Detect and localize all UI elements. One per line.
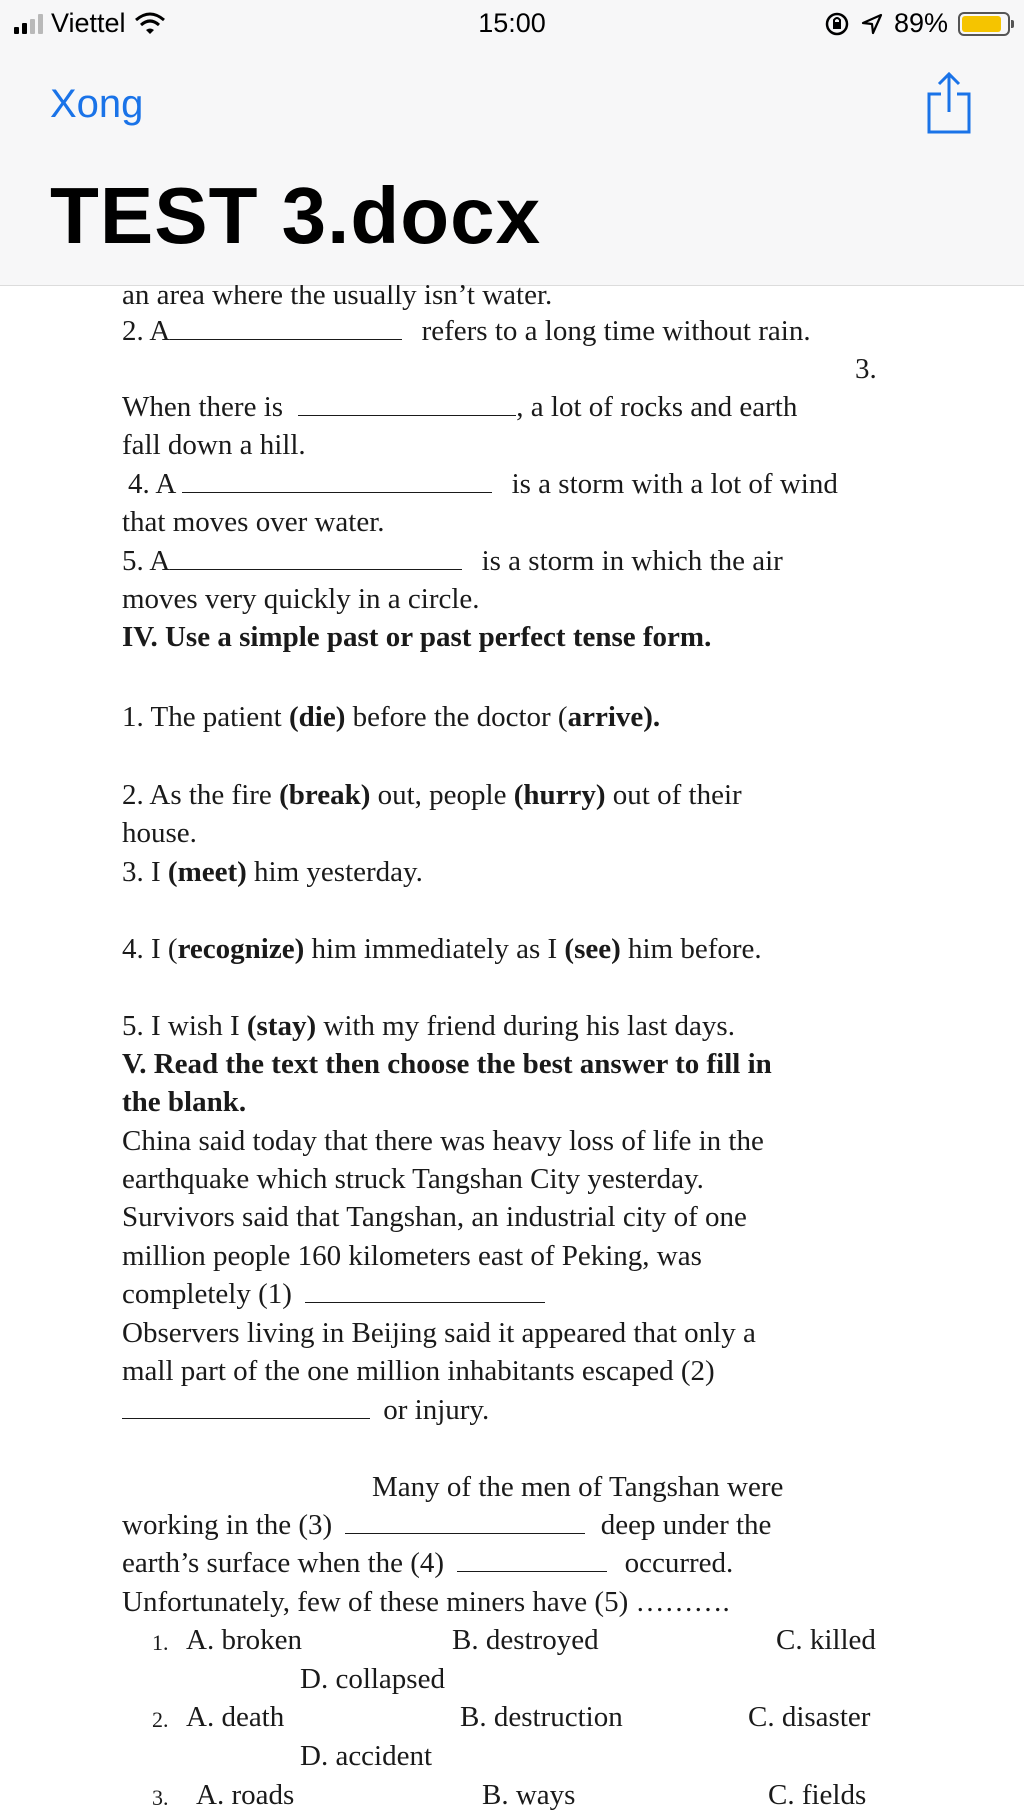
option-a: A. death (186, 1701, 285, 1733)
question-line: When there is , a lot of rocks and earth (122, 391, 798, 423)
text-line: Many of the men of Tangshan were (372, 1471, 784, 1503)
exercise-line: 4. I (recognize) him immediately as I (see) him before. (122, 933, 762, 965)
text-line: completely (1) (122, 1278, 545, 1311)
option-b: B. destroyed (452, 1624, 599, 1656)
option-d: D. collapsed (300, 1663, 445, 1695)
option-a: A. broken (186, 1624, 302, 1656)
question-number: 3. (855, 353, 877, 385)
option-c: C. fields (768, 1779, 867, 1811)
section-heading: V. Read the text then choose the best answer to fill in (122, 1048, 772, 1080)
text-line: mall part of the one million inhabitants escaped (2) (122, 1355, 715, 1387)
text-line: working in the (3) deep under the (122, 1509, 772, 1541)
answer-blank (345, 1511, 585, 1534)
option-a: A. roads (196, 1779, 295, 1811)
exercise-line: 2. As the fire (break) out, people (hurry) out of their (122, 779, 742, 811)
option-c: C. killed (776, 1624, 876, 1656)
answer-blank (305, 1280, 545, 1303)
text-line: that moves over water. (122, 506, 385, 538)
top-bar (0, 0, 1024, 286)
location-icon (860, 12, 884, 36)
option-b: B. destruction (460, 1701, 623, 1733)
answer-blank (457, 1549, 607, 1572)
document-body[interactable] (0, 285, 1024, 1820)
option-number: 1. (152, 1630, 169, 1655)
share-icon[interactable] (924, 70, 974, 136)
text-line: fall down a hill. (122, 429, 306, 461)
carrier-name: Viettel (51, 8, 126, 38)
text-line: Observers living in Beijing said it appeared that only a (122, 1317, 756, 1349)
answer-blank (182, 470, 492, 493)
text-line: moves very quickly in a circle. (122, 583, 480, 615)
question-line: 5. A is a storm in which the air (122, 545, 783, 577)
clock: 15:00 (478, 8, 546, 38)
answer-blank (298, 393, 516, 416)
section-heading: IV. Use a simple past or past perfect tense form. (122, 621, 712, 653)
done-button[interactable]: Xong (50, 82, 144, 126)
text-line: earth’s surface when the (4) occurred. (122, 1547, 734, 1579)
text-line: an area where the usually isn’t water. (122, 285, 553, 311)
document-title: TEST 3.docx (50, 171, 542, 260)
text-line: house. (122, 817, 197, 849)
option-c: C. disaster (748, 1701, 871, 1733)
exercise-line: 1. The patient (die) before the doctor (arrive). (122, 701, 661, 733)
option-number: 3. (152, 1785, 169, 1810)
battery-percent: 89% (893, 8, 948, 38)
exercise-line: 3. I (meet) him yesterday. (122, 856, 423, 888)
question-line: 4. A is a storm with a lot of wind (128, 468, 838, 500)
option-number: 2. (152, 1707, 169, 1732)
option-d: D. accident (300, 1740, 433, 1772)
answer-blank (122, 1396, 370, 1419)
battery-icon (958, 12, 1010, 36)
text-line: or injury. (122, 1394, 489, 1427)
text-line: million people 160 kilometers east of Peking, was (122, 1240, 702, 1272)
text-line: earthquake which struck Tangshan City yesterday. (122, 1163, 704, 1195)
text-line: Survivors said that Tangshan, an industrial city of one (122, 1201, 747, 1233)
answer-blank (170, 317, 402, 340)
text-line: Unfortunately, few of these miners have (5) ………. (122, 1586, 730, 1618)
answer-blank (170, 547, 462, 570)
exercise-line: 5. I wish I (stay) with my friend during his last days. (122, 1010, 735, 1042)
orientation-lock-icon (824, 11, 850, 37)
option-b: B. ways (482, 1779, 576, 1811)
text-line: China said today that there was heavy loss of life in the (122, 1125, 764, 1157)
section-heading: the blank. (122, 1086, 247, 1118)
status-bar (0, 8, 1024, 42)
question-line: 2. A refers to a long time without rain. (122, 315, 811, 347)
